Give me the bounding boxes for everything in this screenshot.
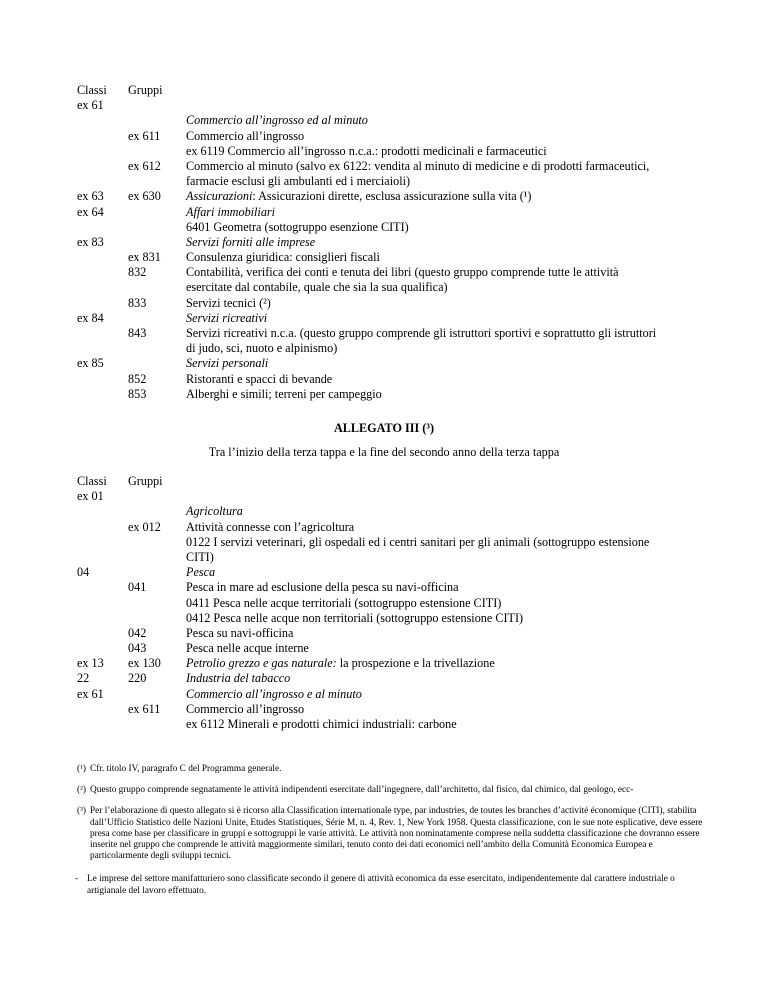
gruppo-cell: 853 <box>128 386 147 401</box>
description-cell: Agricoltura <box>186 504 243 519</box>
table-header-row <box>0 474 768 489</box>
footnote <box>77 806 707 862</box>
description-cell: Commercio al minuto (salvo ex 6122: vendita al minuto di medicine e di prodotti farmaceutici, <box>186 158 650 173</box>
footnote <box>77 874 707 896</box>
description-cell: ex 6119 Commercio all’ingrosso n.c.a.: prodotti medicinali e farmaceutici <box>186 143 547 158</box>
table-row <box>0 326 768 341</box>
description-italic: Assicurazioni <box>186 189 253 204</box>
footnote-mark: (¹) <box>77 764 86 774</box>
header-classi: Classi <box>77 474 107 488</box>
table-row <box>0 504 768 519</box>
description-cell: 0412 Pesca nelle acque non territoriali (sottogruppo estensione CITI) <box>186 610 524 625</box>
classe-cell: ex 63 <box>77 189 104 204</box>
footnote-mark: (²) <box>77 785 86 796</box>
gruppo-cell: ex 012 <box>128 519 161 534</box>
table-row <box>0 372 768 387</box>
description-cell: Commercio all’ingrosso <box>186 701 305 716</box>
description-cell: Consulenza giuridica: consiglieri fiscali <box>186 250 380 265</box>
table-row <box>0 687 768 702</box>
table-row <box>0 596 768 611</box>
gruppo-cell: ex 611 <box>128 128 161 143</box>
description-cell: 0411 Pesca nelle acque territoriali (sottogruppo estensione CITI) <box>186 595 502 610</box>
description-cell <box>186 656 495 671</box>
footnote-mark: - <box>75 874 79 885</box>
table-row <box>0 565 768 580</box>
header-classi: Classi <box>77 83 107 97</box>
gruppo-cell: 042 <box>128 625 147 640</box>
classe-cell: ex 64 <box>77 204 104 219</box>
gruppo-cell: ex 630 <box>128 189 161 204</box>
table-row <box>0 189 768 204</box>
description-cell: 6401 Geometra (sottogruppo esenzione CITI) <box>186 219 409 234</box>
description-cell: farmacie esclusi gli ambulanti ed i merciaioli) <box>186 174 411 189</box>
table-row <box>0 356 768 371</box>
description-italic: Petrolio grezzo e gas naturale: <box>186 656 337 671</box>
classe-cell: 04 <box>77 565 90 580</box>
gruppo-cell: 843 <box>128 326 147 340</box>
footnotes <box>77 764 707 897</box>
gruppo-cell: 043 <box>128 641 147 656</box>
table-header-row <box>0 83 768 98</box>
table-row <box>0 280 768 295</box>
description-cell: Contabilità, verifica dei conti e tenuta dei libri (questo gruppo comprende tutte le attività <box>186 265 619 280</box>
footnote <box>77 764 707 775</box>
table-row <box>0 656 768 671</box>
table-row <box>0 341 768 356</box>
gruppo-cell: 041 <box>128 580 147 595</box>
table-row <box>0 520 768 535</box>
description-cell: Pesca <box>186 565 216 580</box>
table-row <box>0 265 768 280</box>
table-row <box>0 387 768 402</box>
table-header-row-2 <box>0 489 768 504</box>
allegato-subtitle: Tra l’inizio della terza tappa e la fine del secondo anno della terza tappa <box>208 445 560 459</box>
description-cell: Industria del tabacco <box>186 671 291 686</box>
description-cell: Commercio all’ingrosso ed al minuto <box>186 113 368 128</box>
gruppo-cell: ex 130 <box>128 656 161 671</box>
description-cell: Servizi forniti alle imprese <box>186 234 316 249</box>
table-row <box>0 717 768 732</box>
table-row <box>0 550 768 565</box>
description-cell <box>186 189 532 204</box>
gruppo-cell: 852 <box>128 371 147 386</box>
description-cell: CITI) <box>186 549 214 564</box>
gruppo-cell: ex 831 <box>128 250 161 265</box>
gruppo-cell: ex 612 <box>128 158 161 173</box>
description-cell: ex 6112 Minerali e prodotti chimici industriali: carbone <box>186 717 457 731</box>
table-row <box>0 144 768 159</box>
footnote-text: Per l’elaborazione di questo allegato si è ricorso alla Classification internationale type, par industries, de toutes les branches d’activité économique (CITI), stabilita dall’Ufficio Statistico delle Nazioni Unite, Etudes Statistiques, Série M, n. 4, Rev. 1, New York 1958. Questa classificazione, con le sue note esplicative, deve essere presa come base per classificare in gruppi e sottogruppi le varie attività. Le attività non nominatamente comprese nella suddetta classificazione che dovranno essere inserite nel gruppo che comprende le attività maggiormente similari, tenuto conto dei dati economici nell’ambito della Comunità Economica Europea e particolarmente degli sviluppi tecnici. <box>90 806 703 862</box>
table-row <box>0 174 768 189</box>
table-row <box>0 626 768 641</box>
description-cell: Servizi personali <box>186 356 269 371</box>
table-row <box>0 159 768 174</box>
footnote <box>77 785 707 796</box>
table-row <box>0 296 768 311</box>
table-row <box>0 205 768 220</box>
description-text: : Assicurazioni dirette, esclusa assicurazione sulla vita (¹) <box>252 189 532 204</box>
table-row <box>0 220 768 235</box>
description-cell: Servizi tecnici (²) <box>186 295 271 310</box>
classification-table-1 <box>0 83 768 402</box>
description-cell: 0122 I servizi veterinari, gli ospedali ed i centri sanitari per gli animali (sottogruppo estensione <box>186 534 650 549</box>
description-cell: Commercio all’ingrosso <box>186 128 305 143</box>
classe-cell: ex 13 <box>77 656 104 671</box>
table-header-row-2 <box>0 98 768 113</box>
header-classe-value: ex 01 <box>77 489 104 504</box>
table-row <box>0 113 768 128</box>
gruppo-cell: ex 611 <box>128 701 161 716</box>
table-row <box>0 611 768 626</box>
classe-cell: ex 84 <box>77 310 104 325</box>
description-cell: di judo, sci, nuoto e alpinismo) <box>186 341 338 356</box>
footnote-text: Questo gruppo comprende segnatamente le attività indipendenti esercitate dall’ingegnere, dall’architetto, dal fisico, dal chimico, dal geologo, ecc- <box>90 785 634 796</box>
table-row <box>0 641 768 656</box>
classe-cell: ex 85 <box>77 356 104 371</box>
description-cell: esercitate dal contabile, quale che sia la sua qualifica) <box>186 280 448 295</box>
description-cell: Commercio all’ingrosso e al minuto <box>186 686 362 701</box>
description-cell: Alberghi e simili; terreni per campeggio <box>186 386 382 401</box>
description-text: la prospezione e la trivellazione <box>336 656 495 671</box>
description-cell: Servizi ricreativi <box>186 310 268 325</box>
footnote-mark: (³) <box>77 806 86 817</box>
allegato-title: ALLEGATO III (³) <box>333 421 435 435</box>
classe-cell: ex 83 <box>77 234 104 249</box>
gruppo-cell: 833 <box>128 295 147 310</box>
description-cell: Pesca nelle acque interne <box>186 641 309 656</box>
gruppo-cell: 220 <box>128 671 147 686</box>
footnote-text: Cfr. titolo IV, paragrafo C del Programma generale. <box>90 764 282 774</box>
table-row <box>0 129 768 144</box>
header-gruppi: Gruppi <box>128 83 163 97</box>
classe-cell: ex 61 <box>77 686 104 701</box>
table-row <box>0 250 768 265</box>
table-row <box>0 235 768 250</box>
table-row <box>0 671 768 686</box>
table-row <box>0 311 768 326</box>
description-cell: Pesca in mare ad esclusione della pesca su navi-officina <box>186 580 459 595</box>
description-cell: Pesca su navi-officina <box>186 625 294 640</box>
gruppo-cell: 832 <box>128 265 147 280</box>
classification-table-2 <box>0 474 768 732</box>
header-classe-value: ex 61 <box>77 98 104 113</box>
description-cell: Attività connesse con l’agricoltura <box>186 519 355 534</box>
table-row <box>0 702 768 717</box>
header-gruppi: Gruppi <box>128 474 163 488</box>
footnote-text: Le imprese del settore manifatturiero sono classificate secondo il genere di attività economica da esse esercitato, indipendentemente dal carattere industriale o artigianale del lavoro effettuato. <box>87 874 675 896</box>
table-row <box>0 580 768 595</box>
description-cell: Ristoranti e spacci di bevande <box>186 371 333 386</box>
table-row <box>0 535 768 550</box>
classe-cell: 22 <box>77 671 90 686</box>
description-cell: Servizi ricreativi n.c.a. (questo gruppo comprende gli istruttori sportivi e soprattutto gli istruttori <box>186 326 657 340</box>
description-cell: Affari immobiliari <box>186 204 276 219</box>
